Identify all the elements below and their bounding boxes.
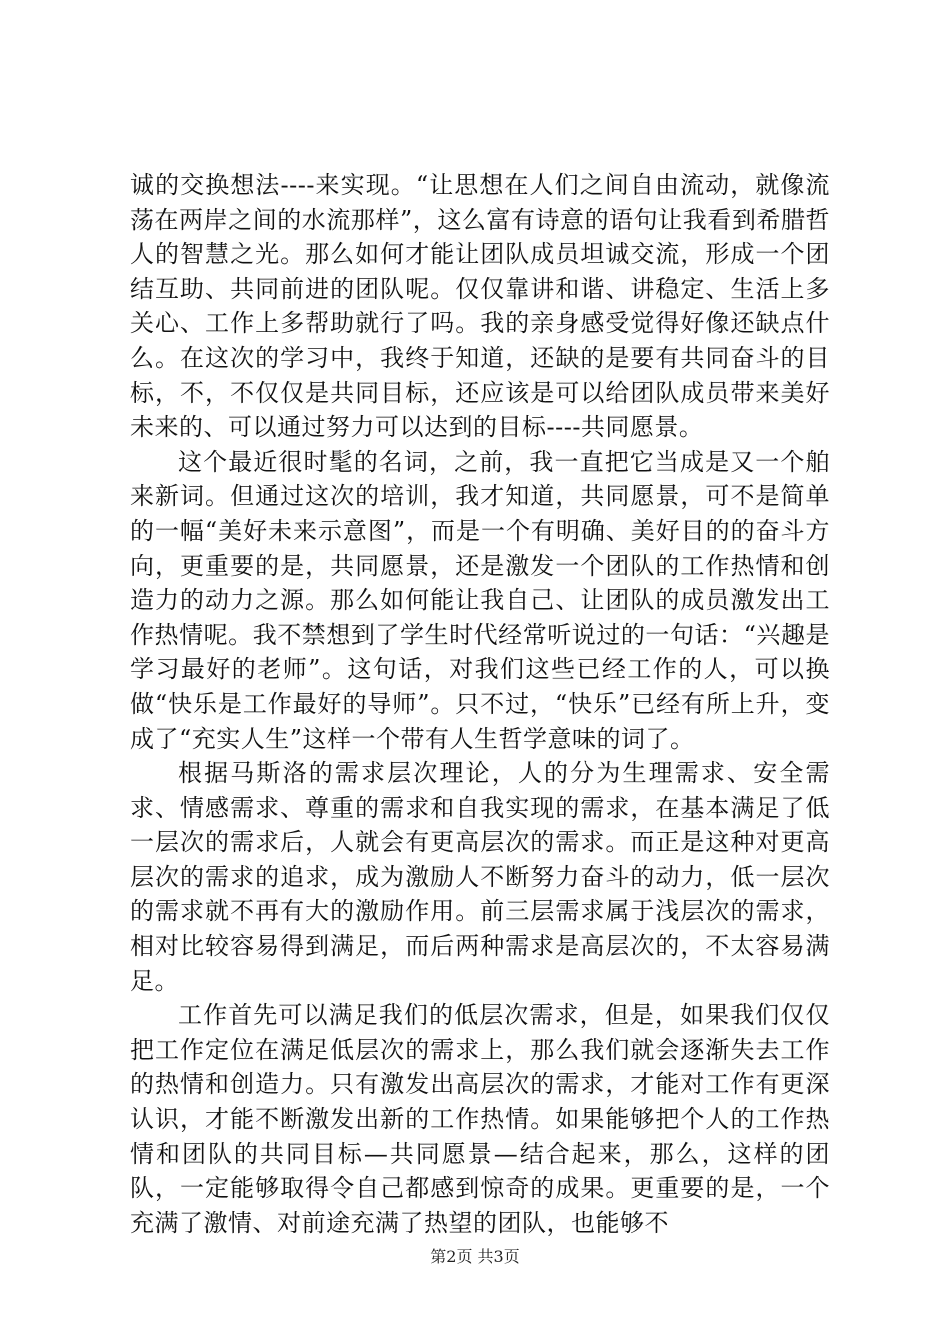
paragraph-4: 工作首先可以满足我们的低层次需求，但是，如果我们仅仅把工作定位在满足低层次的需求上，那么我们就会逐渐失去工作的热情和创造力。只有激发出高层次的需求，才能对工作有更深认识，才能不断激发出新的工作热情。如果能够把个人的工作热情和团队的共同目标—共同愿景—结合起来，那么，这样的团队，一定能够取得令自己都感到惊奇的成果。更重要的是，一个充满了激情、对前途充满了热望的团队，也能够不 (130, 1001, 830, 1237)
document-body (130, 168, 830, 1240)
page-number-footer: 第2页 共3页 (430, 1247, 520, 1266)
paragraph-3: 根据马斯洛的需求层次理论，人的分为生理需求、安全需求、情感需求、尊重的需求和自我实现的需求，在基本满足了低一层次的需求后，人就会有更高层次的需求。而正是这种对更高层次的需求的追求，成为激励人不断努力奋斗的动力，低一层次的需求就不再有大的激励作用。前三层需求属于浅层次的需求，相对比较容易得到满足，而后两种需求是高层次的，不太容易满足。 (130, 759, 830, 995)
paragraph-2: 这个最近很时髦的名词，之前，我一直把它当成是又一个舶来新词。但通过这次的培训，我才知道，共同愿景，可不是简单的一幅“美好未来示意图”，而是一个有明确、美好目的的奋斗方向，更重要的是，共同愿景，还是激发一个团队的工作热情和创造力的动力之源。那么如何能让我自己、让团队的成员激发出工作热情呢。我不禁想到了学生时代经常听说过的一句话：“兴趣是学习最好的老师”。这句话，对我们这些已经工作的人，可以换做“快乐是工作最好的导师”。只不过，“快乐”已经有所上升，变成了“充实人生”这样一个带有人生哲学意味的词了。 (130, 447, 830, 753)
paragraph-1: 诚的交换想法----来实现。“让思想在人们之间自由流动，就像流荡在两岸之间的水流那样”，这么富有诗意的语句让我看到希腊哲人的智慧之光。那么如何才能让团队成员坦诚交流，形成一个团结互助、共同前进的团队呢。仅仅靠讲和谐、讲稳定、生活上多关心、工作上多帮助就行了吗。我的亲身感受觉得好像还缺点什么。在这次的学习中，我终于知道，还缺的是要有共同奋斗的目标，不，不仅仅是共同目标，还应该是可以给团队成员带来美好未来的、可以通过努力可以达到的目标----共同愿景。 (130, 171, 830, 442)
